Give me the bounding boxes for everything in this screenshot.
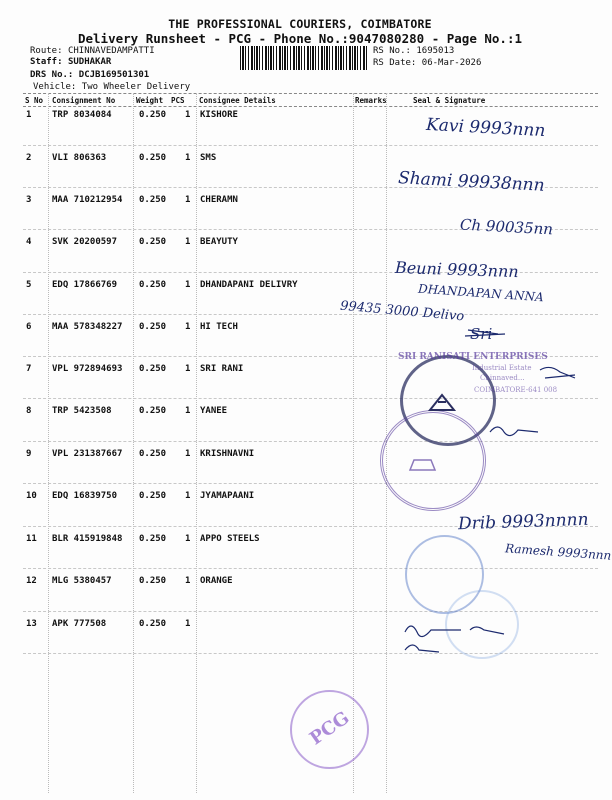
rs-date-label: RS Date:	[373, 58, 417, 68]
row-7-consignee: SRI RANI	[200, 364, 244, 374]
row-10-weight: 0.250	[139, 491, 167, 501]
row-12-weight: 0.250	[139, 576, 167, 586]
row-8-consignee: YANEE	[200, 406, 228, 416]
row-10-consignee: JYAMAPAANI	[200, 491, 255, 501]
row-12-consignee: ORANGE	[200, 576, 233, 586]
row-2-consignment: VLI 806363	[52, 153, 107, 163]
row-9-pcs: 1	[185, 449, 191, 459]
row-12-pcs: 1	[185, 576, 191, 586]
col-header-remarks: Remarks	[355, 96, 387, 105]
row-4-consignee: BEAYUTY	[200, 237, 238, 247]
row-10-consignment: EDQ 16839750	[52, 491, 118, 501]
scribble-row-12	[470, 627, 504, 634]
row-1-consignment: TRP 8034084	[52, 110, 112, 120]
row-13-sno: 13	[26, 619, 37, 629]
col-header-sno: S No	[25, 96, 44, 105]
row-6-consignee: HI TECH	[200, 322, 238, 332]
col-header-consignee: Consignee Details	[199, 96, 276, 105]
row-2-consignee: SMS	[200, 153, 217, 163]
row-4-weight: 0.250	[139, 237, 167, 247]
route-value: CHINNAVEDAMPATTI	[67, 46, 155, 56]
row-12-consignment: MLG 5380457	[52, 576, 112, 586]
runsheet-subtitle: Delivery Runsheet - PCG - Phone No.:9047080280 - Page No.:1	[77, 31, 522, 46]
row-11-consignment: BLR 415919848	[52, 534, 123, 544]
row-3-sno: 3	[26, 195, 32, 205]
row-11-pcs: 1	[185, 534, 191, 544]
stamp-emblem-2	[410, 460, 435, 470]
row-4-sno: 4	[26, 237, 32, 247]
pcg-stamp-text: PCG	[305, 707, 354, 750]
row-9-consignment: VPL 231387667	[52, 449, 123, 459]
signature-row-6: Sri	[470, 325, 493, 343]
rs-no-value: 1695013	[416, 46, 455, 56]
vehicle-value: Two Wheeler Delivery	[81, 82, 191, 92]
signature-row-1: Kavi 9993nnn	[425, 114, 546, 142]
signature-row-4: Beuni 9993nnn	[394, 257, 519, 282]
rs-date-value: 06-Mar-2026	[421, 58, 482, 68]
row-3-weight: 0.250	[139, 195, 167, 205]
row-2-pcs: 1	[185, 153, 191, 163]
scribble-row-9	[465, 330, 505, 336]
row-3-consignment: MAA 710212954	[52, 195, 123, 205]
row-8-pcs: 1	[185, 406, 191, 416]
row-1-weight: 0.250	[139, 110, 167, 120]
row-1-sno: 1	[26, 110, 32, 120]
col-header-pcs: PCS	[171, 96, 185, 105]
row-6-sno: 6	[26, 322, 32, 332]
vehicle-label: Vehicle:	[33, 82, 77, 92]
row-11-weight: 0.250	[139, 534, 167, 544]
row-6-consignment: MAA 578348227	[52, 322, 123, 332]
stamp-text-line4: COIMBATORE-641 008	[474, 386, 558, 394]
row-13-pcs: 1	[185, 619, 191, 629]
col-header-seal: Seal & Signature	[413, 96, 486, 105]
drs-value: DCJB169501301	[78, 70, 150, 80]
row-5-consignment: EDQ 17866769	[52, 280, 118, 290]
row-1-consignee: KISHORE	[200, 110, 238, 120]
row-5-sno: 5	[26, 280, 32, 290]
row-11-sno: 11	[26, 534, 37, 544]
row-13-consignment: APK 777508	[52, 619, 107, 629]
row-3-pcs: 1	[185, 195, 191, 205]
scribble-row-13	[405, 626, 461, 652]
row-4-consignment: SVK 20200597	[52, 237, 118, 247]
stamp-emblem	[430, 395, 454, 410]
row-7-consignment: VPL 972894693	[52, 364, 123, 374]
col-header-consignment: Consignment No	[52, 96, 116, 105]
row-8-sno: 8	[26, 406, 32, 416]
staff-value: SUDHAKAR	[67, 57, 112, 67]
stamp-text-line1: SRI RANISATI ENTERPRISES	[398, 352, 548, 362]
route-label: Route:	[30, 46, 63, 56]
row-10-sno: 10	[26, 491, 37, 501]
scribble-row-7	[540, 367, 575, 378]
row-3-consignee: CHERAMN	[200, 195, 238, 205]
row-7-sno: 7	[26, 364, 32, 374]
stamp-text-line2: Industrial Estate	[472, 364, 532, 372]
row-4-pcs: 1	[185, 237, 191, 247]
row-9-sno: 9	[26, 449, 32, 459]
scribble-row-8	[490, 427, 538, 436]
row-7-weight: 0.250	[139, 364, 167, 374]
runsheet-title: THE PROFESSIONAL COURIERS, COIMBATORE	[168, 17, 432, 31]
row-7-pcs: 1	[185, 364, 191, 374]
col-header-weight: Weight	[136, 96, 164, 105]
row-6-weight: 0.250	[139, 322, 167, 332]
signature-row-3: Ch 90035nn	[459, 215, 554, 239]
signature-row-2: Shami 99938nnn	[397, 168, 546, 196]
row-1-pcs: 1	[185, 110, 191, 120]
signature-row-11: Ramesh 9993nnn	[504, 541, 612, 563]
row-2-weight: 0.250	[139, 153, 167, 163]
staff-label: Staff:	[30, 57, 63, 67]
stamp-text-line3: Chinnaved...	[480, 374, 525, 382]
row-8-weight: 0.250	[139, 406, 167, 416]
drs-label: DRS No.:	[30, 70, 74, 80]
row-9-consignee: KRISHNAVNI	[200, 449, 255, 459]
row-5-consignee: DHANDAPANI DELIVRY	[200, 280, 298, 290]
signature-row-5b: 99435 3000 Delivo	[339, 298, 465, 325]
row-2-sno: 2	[26, 153, 32, 163]
row-5-pcs: 1	[185, 280, 191, 290]
row-12-sno: 12	[26, 576, 37, 586]
row-9-weight: 0.250	[139, 449, 167, 459]
row-13-weight: 0.250	[139, 619, 167, 629]
row-10-pcs: 1	[185, 491, 191, 501]
row-6-pcs: 1	[185, 322, 191, 332]
signature-row-5a: DHANDAPAN ANNA	[417, 281, 545, 305]
row-5-weight: 0.250	[139, 280, 167, 290]
row-8-consignment: TRP 5423508	[52, 406, 112, 416]
rs-no-label: RS No.:	[373, 46, 411, 56]
signature-row-10: Drib 9993nnnn	[457, 509, 589, 535]
row-11-consignee: APPO STEELS	[200, 534, 260, 544]
